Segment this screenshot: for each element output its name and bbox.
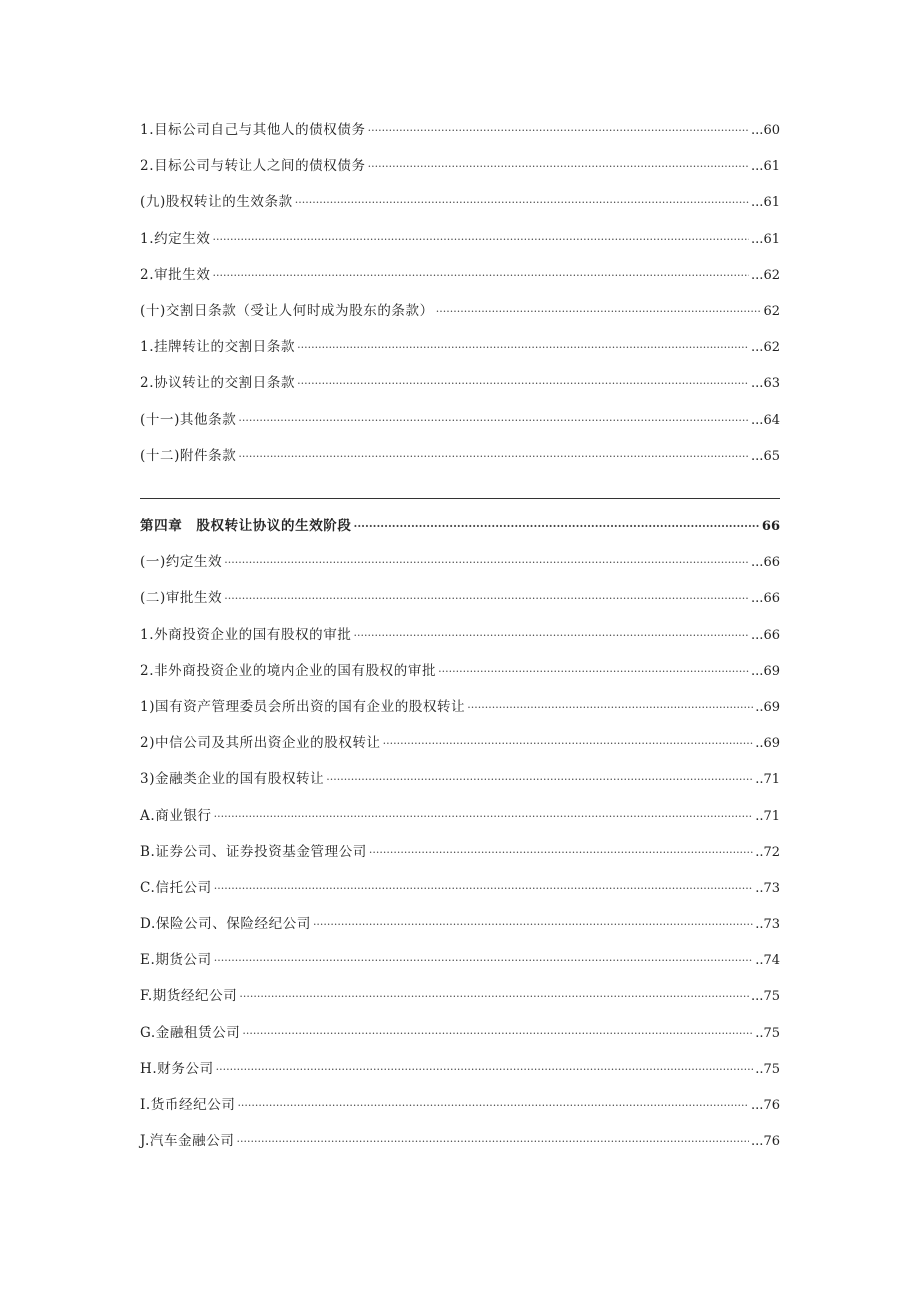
toc-entry[interactable]	[140, 586, 780, 622]
toc-section-b	[140, 514, 780, 1165]
toc-entry-label: 1.外商投资企业的国有股权的审批	[140, 626, 352, 643]
toc-entry-label: (十二)附件条款	[140, 447, 237, 464]
toc-leader-dots	[237, 1099, 749, 1112]
toc-leader-dots	[239, 990, 749, 1003]
toc-entry-label: I.货币经纪公司	[140, 1097, 236, 1113]
toc-entry[interactable]	[140, 1093, 780, 1129]
toc-entry-chapter[interactable]	[140, 514, 780, 550]
toc-entry-label: 第四章 股权转让协议的生效阶段	[140, 518, 352, 534]
toc-entry-page: ...60	[751, 123, 780, 138]
toc-leader-dots	[354, 520, 760, 533]
toc-entry-page: ..72	[755, 844, 780, 860]
toc-entry[interactable]	[140, 659, 780, 695]
toc-leader-dots	[214, 954, 753, 967]
toc-entry-page: ..75	[755, 1061, 780, 1077]
toc-leader-dots	[326, 773, 753, 786]
toc-entry-page: ..69	[755, 736, 780, 752]
toc-leader-dots	[242, 1027, 753, 1040]
toc-entry-label: J.汽车金融公司	[140, 1133, 235, 1150]
toc-entry[interactable]	[140, 154, 780, 190]
toc-entry[interactable]	[140, 1129, 780, 1165]
chapter-divider	[140, 498, 780, 499]
toc-entry-page: ...61	[751, 195, 780, 211]
toc-entry[interactable]	[140, 1021, 780, 1057]
toc-entry[interactable]	[140, 948, 780, 984]
toc-entry-page: ...62	[751, 267, 780, 283]
toc-leader-dots	[313, 918, 753, 931]
toc-entry-label: 1.挂牌转让的交割日条款	[140, 339, 296, 356]
toc-entry-label: B.证券公司、证券投资基金管理公司	[140, 843, 367, 860]
toc-leader-dots	[368, 124, 749, 137]
toc-leader-dots	[368, 160, 749, 173]
toc-leader-dots	[436, 305, 762, 318]
toc-entry[interactable]	[140, 299, 780, 335]
toc-entry[interactable]	[140, 912, 780, 948]
toc-entry[interactable]	[140, 550, 780, 586]
toc-entry-label: A.商业银行	[140, 807, 212, 824]
toc-section-a	[140, 118, 780, 480]
toc-entry-page: ...69	[751, 663, 780, 679]
toc-leader-dots	[295, 196, 749, 209]
toc-entry[interactable]	[140, 623, 780, 659]
toc-entry-label: (十一)其他条款	[140, 411, 237, 428]
toc-leader-dots	[467, 701, 753, 714]
toc-entry[interactable]	[140, 227, 780, 263]
toc-entry-label: (十)交割日条款（受让人何时成为股东的条款）	[140, 302, 434, 319]
toc-entry-label: E.期货公司	[140, 952, 212, 969]
toc-leader-dots	[236, 1135, 749, 1148]
toc-entry-page: 66	[761, 519, 780, 534]
toc-entry[interactable]	[140, 767, 780, 803]
toc-entry-label: 1.目标公司自己与其他人的债权债务	[140, 122, 366, 138]
toc-entry-label: 2.非外商投资企业的境内企业的国有股权的审批	[140, 662, 437, 679]
toc-leader-dots	[224, 556, 749, 569]
toc-entry-page: ...61	[751, 231, 780, 247]
toc-leader-dots	[369, 846, 753, 859]
toc-entry-page: ...66	[751, 591, 780, 607]
toc-entry-page: ...66	[751, 627, 780, 643]
toc-entry-page: ..74	[755, 953, 780, 969]
toc-entry-page: ...75	[751, 989, 780, 1005]
toc-entry[interactable]	[140, 190, 780, 226]
toc-entry-label: C.信托公司	[140, 879, 212, 896]
toc-entry-page: ..73	[755, 917, 780, 933]
toc-entry-page: ..69	[755, 699, 780, 715]
toc-entry-label: 2.审批生效	[140, 266, 211, 283]
toc-leader-dots	[383, 737, 754, 750]
toc-entry-label: 3)金融类企业的国有股权转让	[140, 771, 325, 788]
toc-entry[interactable]	[140, 876, 780, 912]
toc-entry-page: ...65	[751, 448, 780, 464]
toc-entry-page: ...61	[751, 159, 780, 175]
toc-entry[interactable]	[140, 840, 780, 876]
toc-leader-dots	[353, 629, 749, 642]
toc-leader-dots	[214, 810, 754, 823]
toc-entry-label: 2.协议转让的交割日条款	[140, 375, 296, 392]
toc-leader-dots	[238, 414, 749, 427]
toc-entry-page: ...76	[751, 1098, 780, 1113]
toc-entry[interactable]	[140, 444, 780, 480]
toc-entry-page: ..75	[755, 1025, 780, 1041]
toc-entry[interactable]	[140, 804, 780, 840]
toc-entry-label: 2)中信公司及其所出资企业的股权转让	[140, 735, 381, 752]
toc-entry-label: 1)国有资产管理委员会所出资的国有企业的股权转让	[140, 698, 466, 715]
toc-entry[interactable]	[140, 984, 780, 1020]
toc-entry-label: D.保险公司、保险经纪公司	[140, 916, 311, 933]
toc-entry[interactable]	[140, 408, 780, 444]
toc-entry-page: ...63	[751, 376, 780, 392]
toc-leader-dots	[297, 377, 749, 390]
toc-leader-dots	[214, 882, 753, 895]
toc-leader-dots	[212, 233, 749, 246]
toc-entry[interactable]	[140, 731, 780, 767]
toc-entry-label: (二)审批生效	[140, 590, 223, 607]
toc-entry-label: H.财务公司	[140, 1060, 214, 1077]
toc-entry-label: (一)约定生效	[140, 554, 223, 571]
toc-entry-label: 1.约定生效	[140, 230, 211, 247]
toc-entry-page: ..73	[755, 880, 780, 896]
toc-entry-label: G.金融租赁公司	[140, 1024, 241, 1041]
toc-entry-label: F.期货经纪公司	[140, 988, 238, 1005]
toc-entry-page: ..71	[755, 808, 780, 824]
toc-leader-dots	[216, 1063, 754, 1076]
toc-leader-dots	[238, 450, 749, 463]
toc-entry-page: 62	[763, 303, 780, 319]
toc-entry-page: ...64	[751, 412, 780, 428]
toc-leader-dots	[212, 269, 749, 282]
toc-entry-label: 2.目标公司与转让人之间的债权债务	[140, 158, 366, 175]
toc-entry-page: ...76	[751, 1134, 780, 1150]
toc-entry[interactable]	[140, 371, 780, 407]
toc-entry-page: ..71	[755, 772, 780, 788]
toc-entry[interactable]	[140, 263, 780, 299]
toc-entry-page: ...66	[751, 555, 780, 571]
toc-entry[interactable]	[140, 118, 780, 154]
toc-entry[interactable]	[140, 695, 780, 731]
toc-entry[interactable]	[140, 335, 780, 371]
toc-leader-dots	[438, 665, 749, 678]
toc-entry-page: ...62	[751, 340, 780, 356]
toc-entry[interactable]	[140, 1057, 780, 1093]
toc-leader-dots	[297, 341, 749, 354]
toc-entry-label: (九)股权转让的生效条款	[140, 194, 293, 211]
toc-leader-dots	[224, 592, 749, 605]
